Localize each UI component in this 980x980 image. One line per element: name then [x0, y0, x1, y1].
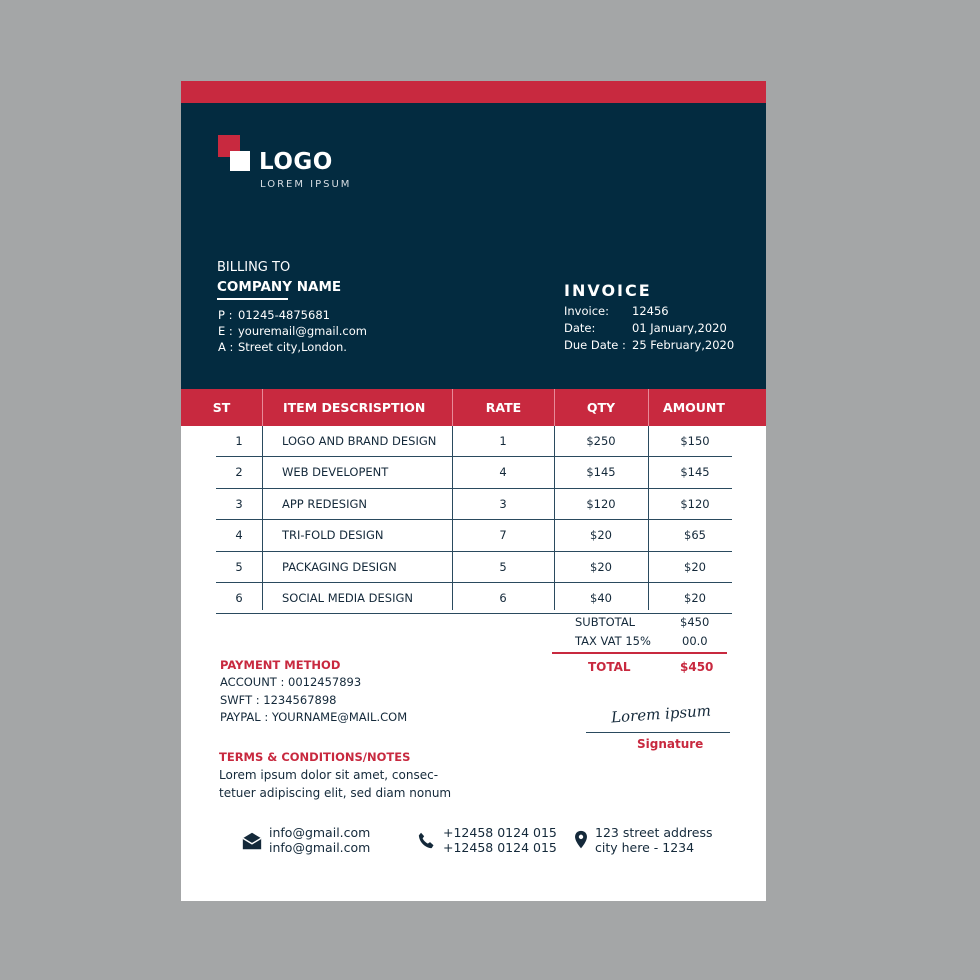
- logo-subtitle: LOREM IPSUM: [260, 179, 352, 190]
- signature-label: Signature: [637, 737, 704, 751]
- invoice-number: Invoice: 12456: [564, 304, 669, 318]
- table-row: 6 SOCIAL MEDIA DESIGN 6 $40 $20: [216, 583, 732, 614]
- company-underline: [217, 298, 288, 300]
- invoice-page: [181, 81, 766, 901]
- invoice-title: INVOICE: [564, 281, 652, 300]
- payment-method-title: PAYMENT METHOD: [220, 658, 341, 672]
- total-value: $450: [680, 660, 714, 674]
- total-label: TOTAL: [588, 660, 631, 674]
- footer-phone: +12458 0124 015 +12458 0124 015: [415, 826, 557, 855]
- billing-to-label: BILLING TO: [217, 260, 291, 275]
- logo-mark-icon: [218, 135, 254, 171]
- payment-details: [220, 674, 407, 727]
- header-amount: AMOUNT: [663, 400, 725, 415]
- invoice-date: Date: 01 January,2020: [564, 321, 727, 335]
- top-accent-bar: [181, 81, 766, 103]
- terms-text: Lorem ipsum dolor sit amet, consec- tetuer adipiscing elit, sed diam nonum: [219, 768, 452, 800]
- envelope-icon: [241, 830, 263, 852]
- table-row: 5 PACKAGING DESIGN 5 $20 $20: [216, 552, 732, 583]
- header-st: ST: [212, 400, 231, 415]
- billing-contact: [218, 307, 367, 355]
- contact-address: A : Street city,London.: [218, 340, 347, 354]
- footer-address: 123 street address city here - 1234: [573, 826, 712, 855]
- signature-line: [586, 732, 730, 733]
- contact-phone: P : 01245-4875681: [218, 308, 330, 322]
- payment-swift: SWFT : 1234567898: [220, 692, 337, 707]
- location-pin-icon: [573, 830, 589, 852]
- payment-paypal: PAYPAL : YOURNAME@MAIL.COM: [220, 710, 408, 724]
- payment-account: ACCOUNT : 0012457893: [220, 675, 362, 689]
- table-row: 4 TRI-FOLD DESIGN 7 $20 $65: [216, 520, 732, 551]
- tax-label: TAX VAT 15%: [575, 634, 651, 648]
- logo-text: LOGO: [259, 149, 333, 175]
- invoice-due-date: Due Date : 25 February,2020: [564, 338, 735, 352]
- header-qty: QTY: [586, 400, 616, 415]
- total-divider: [552, 652, 727, 654]
- invoice-details: [564, 303, 734, 354]
- company-name: COMPANY NAME: [217, 279, 342, 295]
- table-row: 3 APP REDESIGN 3 $120 $120: [216, 489, 732, 520]
- contact-email: E : youremail@gmail.com: [218, 324, 367, 338]
- phone-icon: [415, 830, 437, 852]
- table-header: [181, 389, 766, 426]
- footer-email: info@gmail.com info@gmail.com: [241, 826, 370, 855]
- subtotal-label: SUBTOTAL: [575, 615, 636, 629]
- table-row: 2 WEB DEVELOPENT 4 $145 $145: [216, 457, 732, 488]
- table-row: 1 LOGO AND BRAND DESIGN 1 $250 $150: [216, 426, 732, 457]
- header-description: ITEM DESCRISPTION: [283, 400, 426, 415]
- terms-title: TERMS & CONDITIONS/NOTES: [219, 750, 411, 764]
- tax-value: 00.0: [682, 634, 708, 648]
- header-rate: RATE: [485, 400, 522, 415]
- subtotal-value: $450: [680, 615, 710, 629]
- invoice-header: [181, 103, 766, 389]
- signature-script: Lorem ipsum: [610, 701, 712, 727]
